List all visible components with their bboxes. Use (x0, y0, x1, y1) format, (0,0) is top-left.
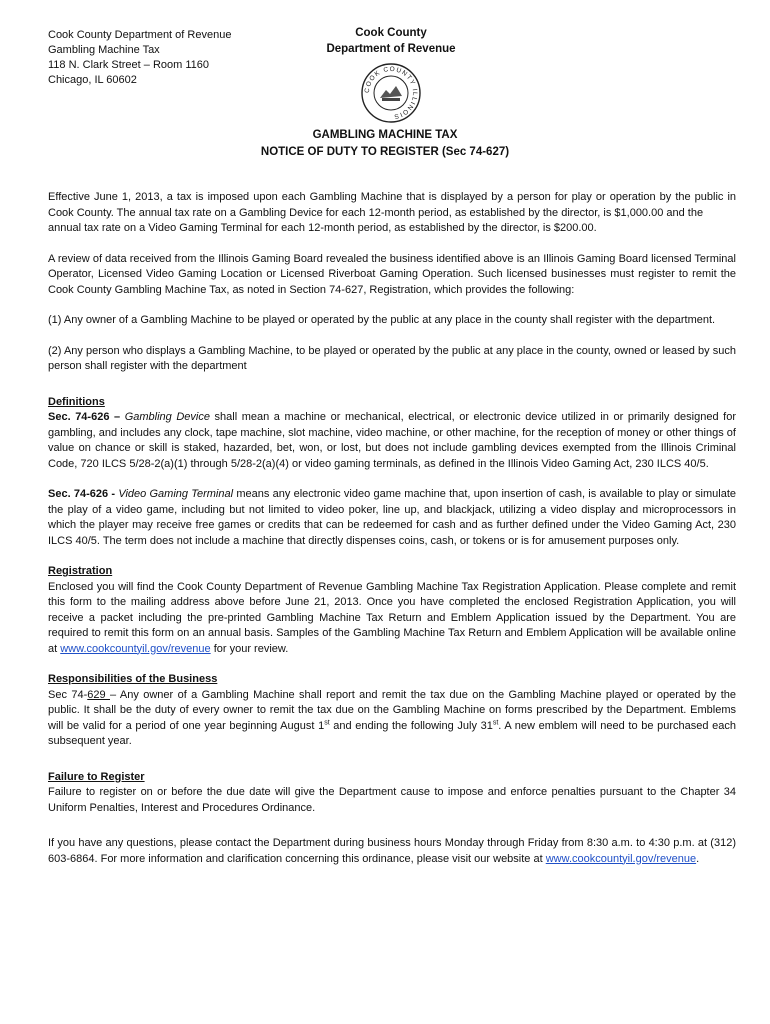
registration-text: Enclosed you will find the Cook County Department of Revenue Gambling Machine Tax Registration Application. Please complete and remit this form to the mailing address above before June 21, 2013. Once you have completed the enclosed Registration Application, you will receive a packet including the pre-printed Gambling Machine Tax Return and Emblem Application issued by the Department. You are required to remit this form on an annual basis. Samples of the Gambling Machine Tax Return and Emblem Application will be available online at (48, 580, 736, 655)
superscript-2: st (492, 718, 499, 726)
definition-1-text: shall mean a machine or mechanical, electrical, or electronic device utilized in or primarily designed for gambling, and includes any clock, tape machine, slot machine, video machine, or other machine, for the reception of money or other things of value on chance or skill is staked, hazarded, bet, won, or lost, but does not include gambling devices exempted from the Illinois Criminal Code, 720 ILCS 5/28-2(a)(1) through 5/28-2(a)(4) or video gaming terminals, as defined in the Illinois Video Gaming Act, 230 ILCS 40/5. (48, 411, 736, 470)
definition-1-term: Gambling Device (124, 411, 210, 423)
superscript-1: st (324, 718, 330, 726)
definition-2-text: means any electronic video game machine that, upon insertion of cash, is available to play or simulate the play of a video game, including but not limited to video poker, line up, and blackjack, utilizing a video display and microprocessors in which the player may receive free games or credits that can be redeemed for cash and as further defined under the Video Gaming Act, 230 ILCS 40/5. The term does not include a machine that directly dispenses coins, cash, or tokens or is for amusement purposes only. (48, 488, 736, 547)
title-line-2: NOTICE OF DUTY TO REGISTER (Sec 74-627) (260, 146, 510, 158)
failure-heading: Failure to Register (48, 770, 145, 783)
intro-paragraph-3: (1) Any owner of a Gambling Machine to be played or operated by the public at any place in the county shall register with the department. (48, 314, 716, 326)
title-line-1: GAMBLING MACHINE TAX (312, 129, 458, 141)
definition-2-section: Sec. 74-626 - (48, 488, 119, 500)
responsibilities-heading: Responsibilities of the Business (48, 673, 218, 685)
svg-text:COOK COUNTY ILLINOIS: COOK COUNTY ILLINOIS (363, 65, 419, 120)
contact-tail: . (696, 852, 700, 865)
agency-line-1: Cook County (355, 27, 427, 39)
document-title (0, 127, 770, 161)
definition-2 (48, 487, 736, 549)
intro-paragraph-1 (48, 190, 736, 237)
county-seal-icon (360, 62, 422, 124)
definitions-section (48, 395, 736, 473)
definition-2-term: Video Gaming Terminal (118, 488, 234, 500)
agency-line-2: Department of Revenue (326, 43, 456, 55)
contact-website-link[interactable]: www.cookcountyil.gov/revenue (545, 852, 697, 865)
revenue-website-link[interactable]: www.cookcountyil.gov/revenue (60, 642, 211, 655)
intro-text-1: Effective June 1, 2013, a tax is imposed upon each Gambling Machine that is displayed by a person for play or operation by the public in Cook County. The annual tax rate on a Gambling Device for each 12-month period, as established by the director, is $1,000.00 and the (48, 191, 736, 219)
contact-paragraph (48, 836, 736, 867)
responsibilities-section (48, 672, 736, 750)
address-line-3: 118 N. Clark Street – Room 1160 (48, 59, 210, 71)
intro-text-1b: annual tax rate on a Video Gaming Terminal for each 12-month period, as established by the director, is $200.00. (48, 222, 597, 234)
registration-tail: for your review. (210, 642, 289, 655)
address-line-4: Chicago, IL 60602 (48, 74, 137, 86)
responsibilities-text-2: and ending the following July 31 (329, 719, 493, 732)
return-address (48, 28, 231, 88)
document-body (48, 190, 736, 882)
definition-1-section: Sec. 74-626 – (48, 411, 125, 423)
definitions-heading: Definitions (48, 395, 105, 408)
responsibilities-text-3: . A new emblem will need to be purchased each subsequent year. (48, 719, 736, 747)
contact-text: If you have any questions, please contact the Department during business hours Monday through Friday from 8:30 a.m. to 4:30 p.m. at (312) 603-6864. For more information and clarification concerning this ordinance, please visit our website at (48, 837, 736, 865)
address-line-1: Cook County Department of Revenue (48, 29, 232, 41)
responsibilities-sec-prefix: Sec 74- (48, 688, 88, 701)
failure-text: Failure to register on or before the due date will give the Department cause to impose and enforce penalties pursuant to the Chapter 34 Uniform Penalties, Interest and Procedures Ordinance. (48, 786, 736, 814)
registration-section (48, 564, 736, 657)
responsibilities-sec-number: 629 (87, 688, 110, 701)
intro-paragraph-2: A review of data received from the Illinois Gaming Board revealed the business identified above is an Illinois Gaming Board licensed Terminal Operator, Licensed Video Gaming Location or Licensed Riverboat Gaming Operation. Such licensed businesses must register to remit the Cook County Gambling Machine Tax, as noted in Section 74-627, Registration, which provides the following: (48, 252, 736, 296)
intro-paragraph-4: (2) Any person who displays a Gambling Machine, to be played or operated by the public at any place in the county, owned or leased by such person shall register with the department (48, 344, 736, 372)
responsibilities-text-1: – Any owner of a Gambling Machine shall report and remit the tax due on the Gambling Machine played or operated by the public. It shall be the duty of every owner to remit the tax due on the Gambling Machine on forms prescribed by the Department. Emblems will be valid for a period of one year beginning August 1 (48, 688, 736, 732)
failure-section (48, 770, 736, 817)
address-line-2: Gambling Machine Tax (48, 44, 160, 56)
registration-heading: Registration (48, 565, 113, 577)
agency-heading (300, 25, 482, 57)
